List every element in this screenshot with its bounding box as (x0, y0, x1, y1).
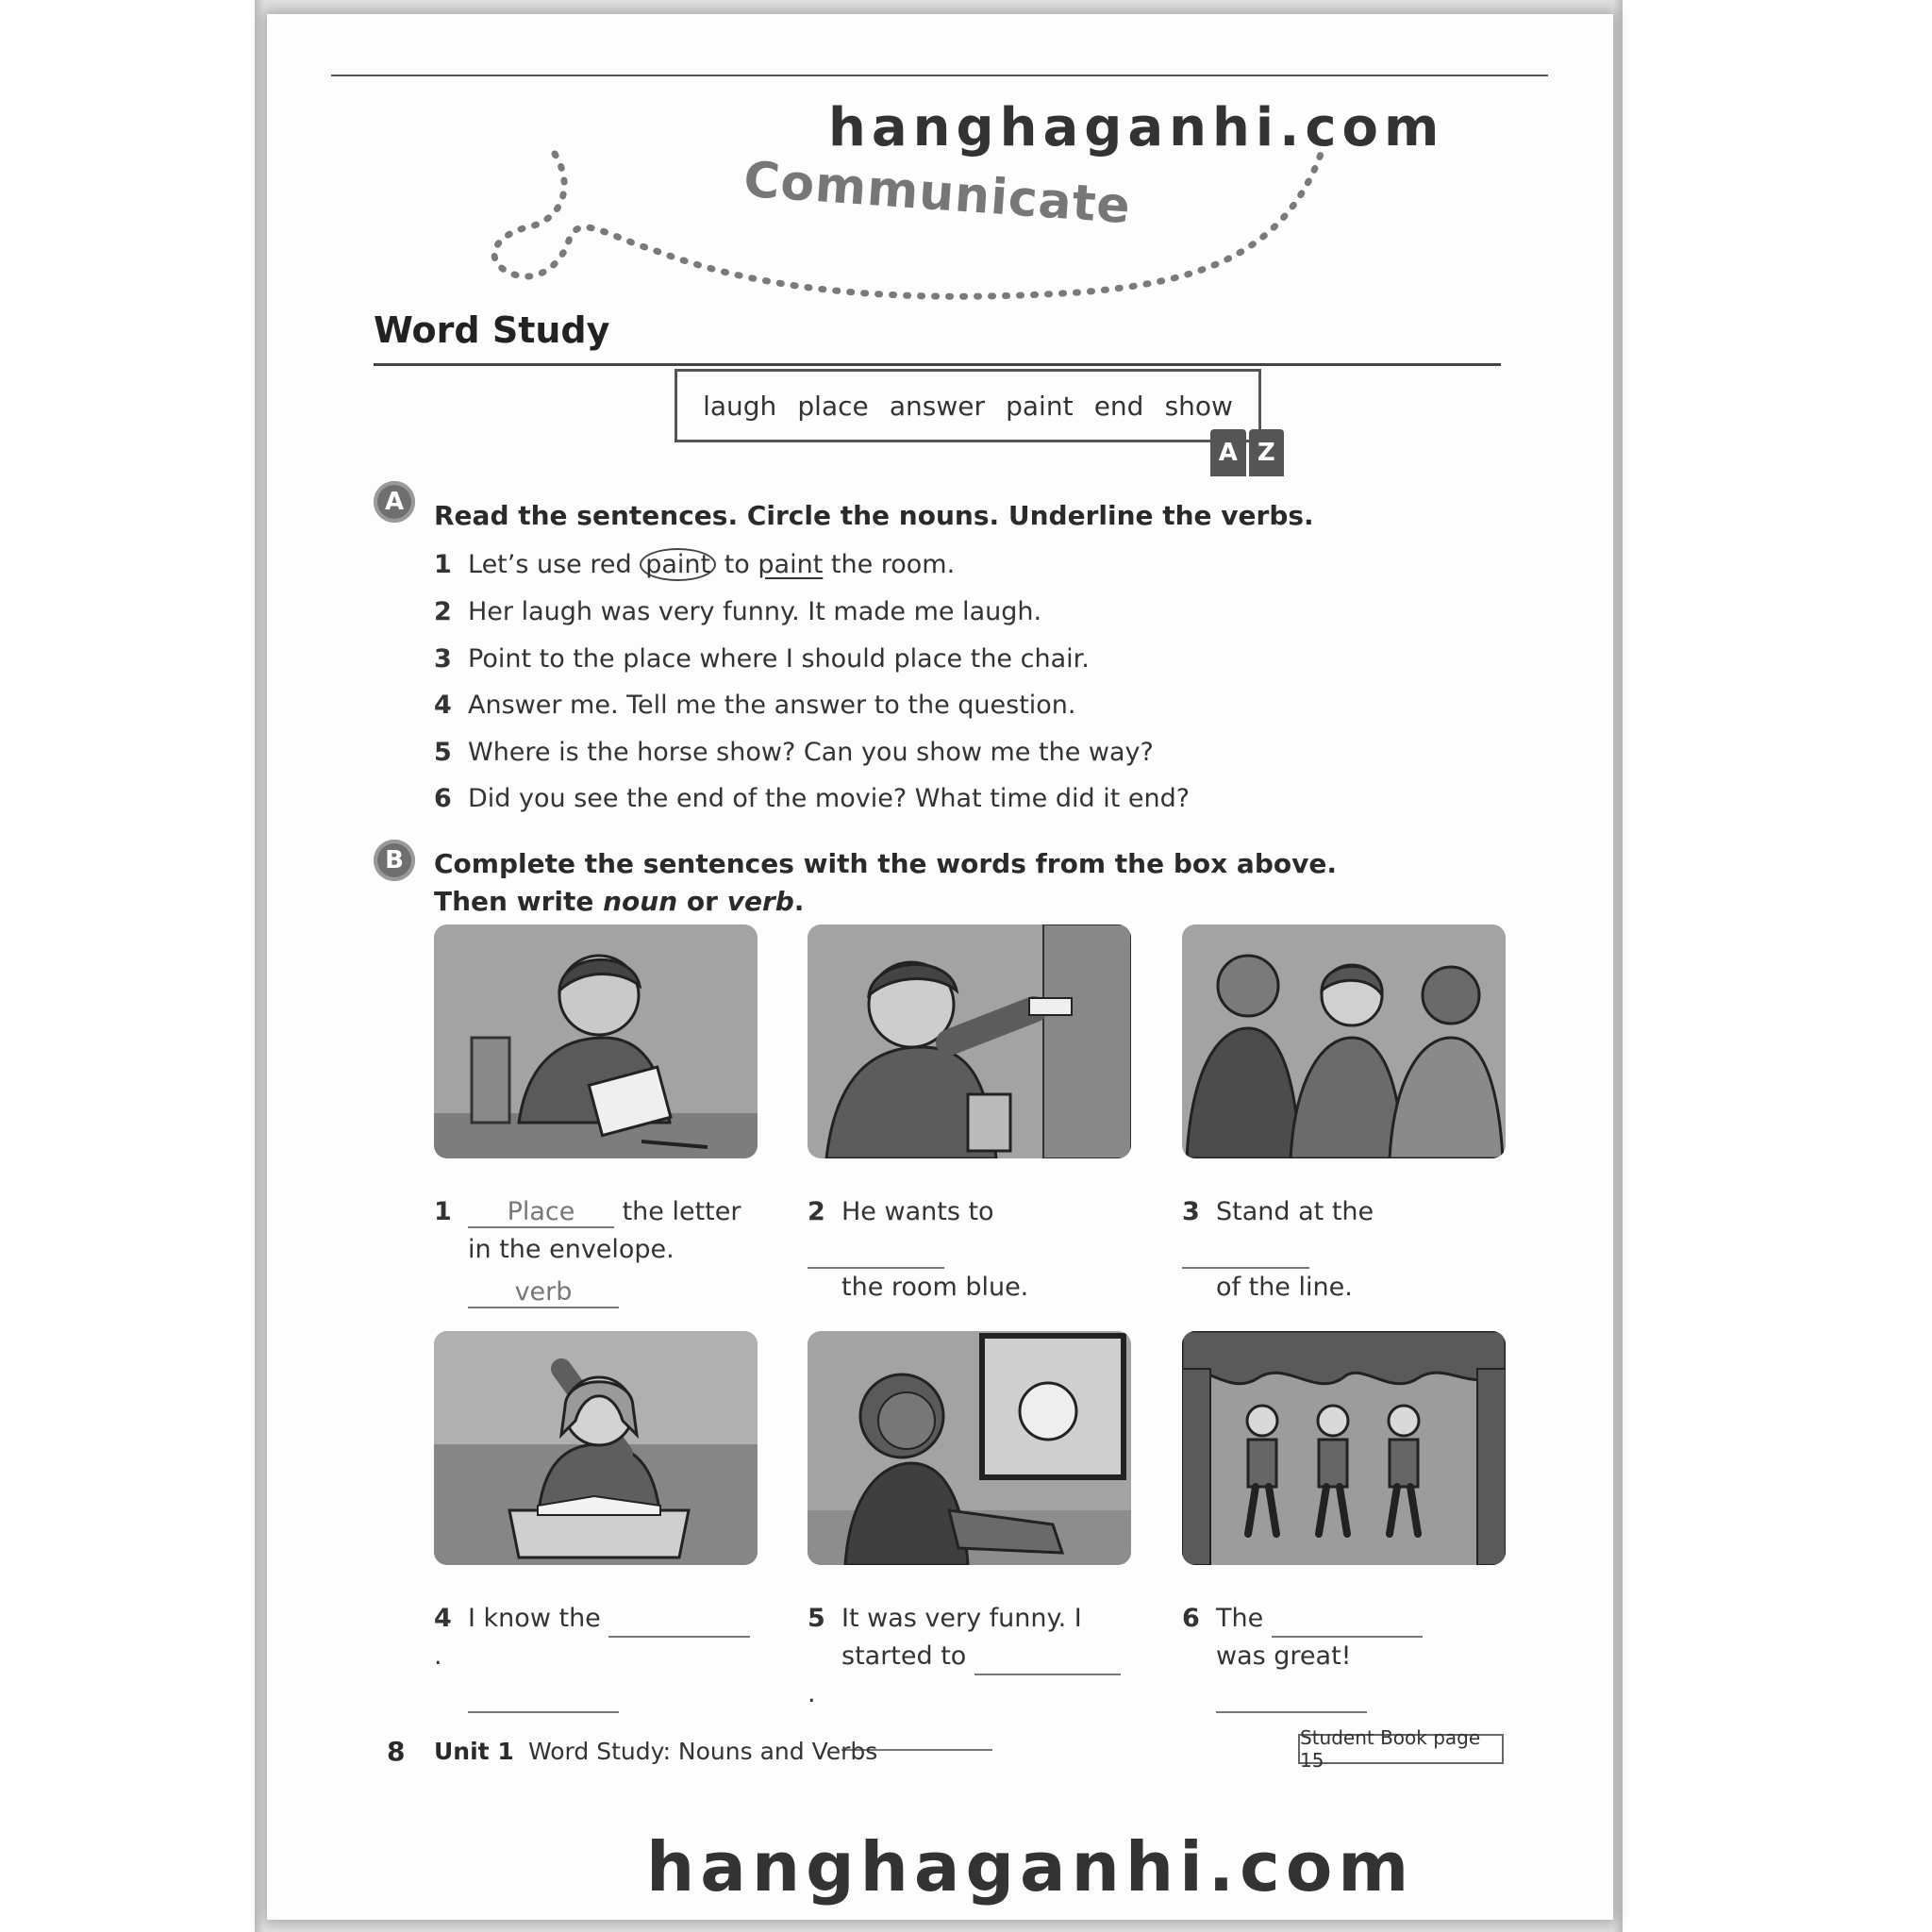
picture-boy-letter (434, 924, 758, 1158)
item-text: of the line. (1216, 1273, 1353, 1302)
part-b-badge: B (374, 840, 415, 881)
word-box-item: end (1093, 390, 1144, 422)
word-box-item: place (797, 390, 869, 422)
item-text: Stand at the (1216, 1197, 1374, 1226)
section-title: Word Study (374, 309, 610, 351)
item-text: started to (841, 1641, 967, 1671)
item-number: 3 (1182, 1197, 1200, 1226)
item-3 (1182, 1193, 1503, 1344)
item-text: I know the (468, 1604, 601, 1633)
sentence-fragment: Let’s use red (468, 550, 641, 579)
word-box-item: laugh (703, 390, 777, 422)
instruction-fragment: Then write (434, 886, 604, 917)
watermark-bottom: hanghaganhi.com (646, 1827, 1415, 1907)
item-text: He wants to (841, 1197, 994, 1226)
instruction-noun: noun (603, 886, 678, 917)
answer-blank[interactable] (974, 1649, 1121, 1675)
type-blank[interactable] (468, 1687, 619, 1713)
footer-topic: Word Study: Nouns and Verbs (528, 1738, 878, 1765)
word-box-item: paint (1006, 390, 1074, 422)
instruction-verb: verb (726, 886, 794, 917)
sentence-number: 3 (434, 644, 452, 674)
sentence-text (468, 550, 955, 579)
part-b-instruction-line1: Complete the sentences with the words from the box above. (434, 848, 1337, 879)
type-blank-filled[interactable]: verb (468, 1278, 619, 1308)
page-number: 8 (387, 1736, 406, 1767)
unit-label: Unit 1 (434, 1738, 514, 1765)
sentence-item (434, 784, 1190, 813)
sentence-number: 4 (434, 691, 452, 720)
word-box-item: answer (889, 390, 985, 422)
part-b-instruction-line2 (434, 886, 804, 917)
sentence-item (434, 691, 1076, 720)
picture-stage-show (1182, 1331, 1506, 1565)
student-book-reference: Student Book page 15 (1298, 1734, 1504, 1764)
sentence-text: Her laugh was very funny. It made me laugh. (468, 597, 1042, 626)
instruction-fragment: or (677, 886, 727, 917)
answer-blank[interactable] (1182, 1242, 1309, 1269)
sentence-item (434, 597, 1041, 626)
item-1 (434, 1193, 755, 1311)
item-text: It was very funny. I (841, 1604, 1082, 1633)
picture-girl-laughing-tv (808, 1331, 1131, 1565)
item-number: 4 (434, 1604, 452, 1633)
item-text: . (434, 1641, 442, 1671)
dictionary-icon (1210, 429, 1284, 476)
sentence-number: 2 (434, 597, 452, 626)
sentence-item (434, 738, 1154, 767)
word-box (675, 369, 1261, 442)
watermark-top: hanghaganhi.com (828, 97, 1445, 158)
sentence-example (434, 550, 955, 579)
dictionary-letter: Z (1249, 429, 1285, 476)
item-2 (808, 1193, 1128, 1344)
sentence-text: Where is the horse show? Can you show me the way? (468, 738, 1154, 767)
item-number: 1 (434, 1197, 452, 1226)
type-blank[interactable] (1216, 1687, 1367, 1713)
item-text: . (808, 1679, 816, 1708)
answer-blank[interactable] (1272, 1611, 1423, 1638)
sentence-number: 5 (434, 738, 452, 767)
item-number: 6 (1182, 1604, 1200, 1633)
picture-three-people-line (1182, 924, 1506, 1158)
item-text: the letter (622, 1197, 741, 1226)
dictionary-letter: A (1210, 429, 1246, 476)
communicate-banner: Communicate (741, 151, 1133, 236)
picture-man-painting (808, 924, 1131, 1158)
instruction-fragment: . (793, 886, 805, 917)
section-rule (374, 363, 1501, 366)
sentence-text: Did you see the end of the movie? What time did it end? (468, 784, 1191, 813)
top-rule (331, 75, 1548, 76)
answer-blank[interactable] (808, 1242, 944, 1269)
item-5 (808, 1600, 1128, 1751)
sentence-item (434, 644, 1090, 674)
underlined-verb: paint (758, 550, 824, 579)
sentence-text: Answer me. Tell me the answer to the question. (468, 691, 1076, 720)
item-4 (434, 1600, 755, 1713)
part-a-instruction: Read the sentences. Circle the nouns. Underline the verbs. (434, 500, 1314, 531)
sentence-fragment: to (716, 550, 758, 579)
item-text: in the envelope. (468, 1235, 675, 1264)
answer-blank-filled[interactable]: Place (468, 1198, 614, 1228)
sentence-fragment: the room. (823, 550, 956, 579)
item-text: was great! (1216, 1641, 1352, 1671)
sentence-text: Point to the place where I should place the chair. (468, 644, 1090, 674)
item-text: The (1216, 1604, 1264, 1633)
item-number: 5 (808, 1604, 825, 1633)
sentence-number: 6 (434, 784, 452, 813)
circled-noun: paint (640, 548, 716, 581)
answer-blank[interactable] (608, 1611, 750, 1638)
word-box-item: show (1164, 390, 1233, 422)
item-number: 2 (808, 1197, 825, 1226)
workbook-page (267, 14, 1613, 1920)
picture-girl-raising-hand (434, 1331, 758, 1565)
part-a-badge: A (374, 481, 415, 523)
sentence-number: 1 (434, 550, 452, 579)
item-6 (1182, 1600, 1503, 1713)
item-text: the room blue. (841, 1273, 1029, 1302)
